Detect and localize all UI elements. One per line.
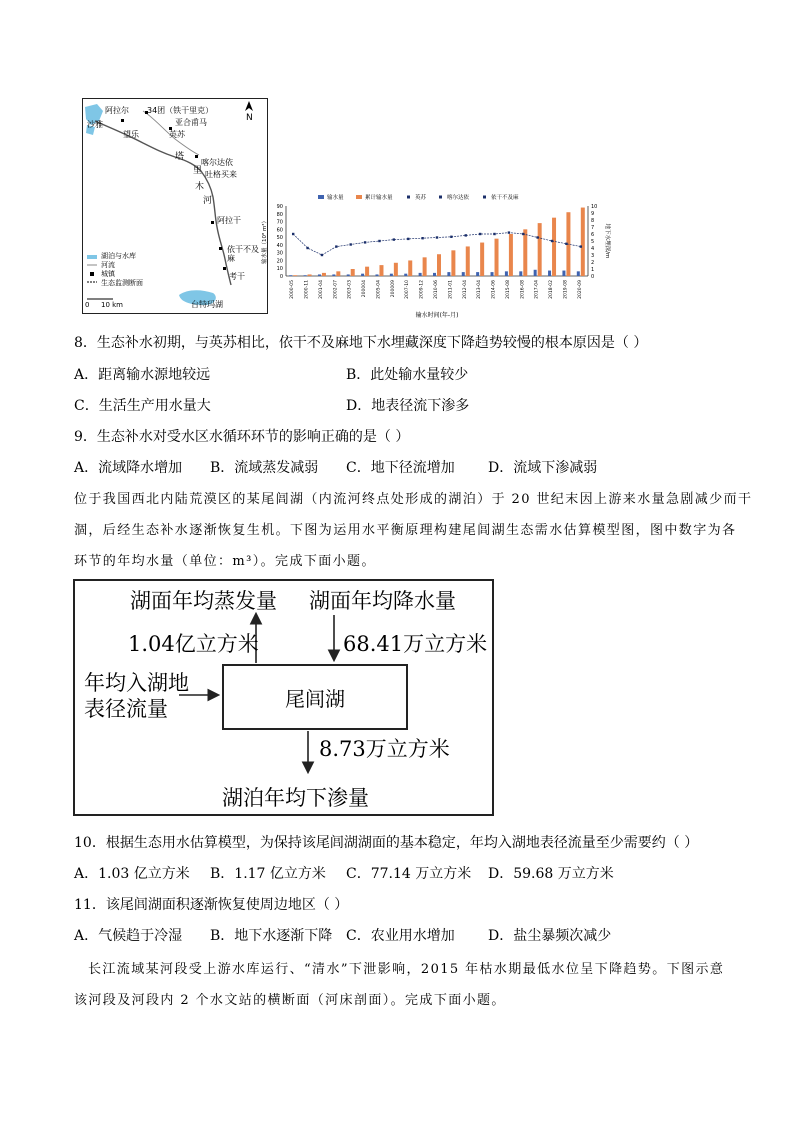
water-transfer-chart xyxy=(258,192,613,320)
bar-cumulative xyxy=(408,260,412,276)
q9-option-c[interactable]: C．地下径流增加 xyxy=(346,460,455,476)
x-tick-label: 2000-05 xyxy=(290,280,296,299)
river-map-figure xyxy=(82,98,268,314)
bar-transfer xyxy=(505,271,508,276)
q11-option-c[interactable]: C．农业用水增加 xyxy=(346,928,455,944)
bar-cumulative xyxy=(495,239,499,276)
y2-tick-label: 0 xyxy=(591,274,595,280)
question-11-stem: 11．该尾闾湖面积逐渐恢复使周边地区（ ） xyxy=(74,897,349,913)
intro-paragraph-line: 长江流域某河段受上游水库运行、“清水”下泄影响，2015 年枯水期最低水位呈下降趋势。下图示意 xyxy=(88,962,725,977)
y-tick-label: 50 xyxy=(276,235,283,242)
bar-cumulative xyxy=(322,273,326,276)
q9-option-a[interactable]: A．流域降水增加 xyxy=(74,460,183,476)
x-tick-label: 2014-06 xyxy=(491,280,497,299)
bar-transfer xyxy=(462,272,465,276)
town-marker xyxy=(195,155,198,158)
q10-option-c[interactable]: C．77.14 万立方米 xyxy=(346,866,472,882)
bar-transfer xyxy=(375,274,378,276)
legend-swatch xyxy=(356,195,362,199)
x-tick-label: 2005-04 xyxy=(376,280,382,299)
y2-tick-label: 2 xyxy=(591,260,595,266)
intro-paragraph-line: 环节的年均水量（单位：m³）。完成下面小题。 xyxy=(74,554,376,569)
lake-node xyxy=(222,664,408,730)
evaporation-label: 湖面年均蒸发量 xyxy=(130,589,277,613)
town-marker xyxy=(219,247,222,250)
x-tick-label: 2000-11 xyxy=(304,280,310,299)
bar-transfer xyxy=(304,275,307,276)
bar-cumulative xyxy=(365,267,369,276)
y2-tick-label: 5 xyxy=(591,239,595,245)
town-marker xyxy=(211,221,214,224)
legend-town-swatch xyxy=(90,272,94,276)
x-tick-label: 2007-10 xyxy=(405,280,411,299)
q10-option-d[interactable]: D．59.68 万立方米 xyxy=(488,866,614,882)
map-label: N xyxy=(246,113,253,123)
map-label: 沙雅 xyxy=(87,120,103,129)
q11-option-b[interactable]: B．地下水逐渐下降 xyxy=(210,928,333,944)
x-tick-label: 2015-08 xyxy=(505,280,511,299)
bar-transfer xyxy=(289,275,292,276)
bar-cumulative xyxy=(581,208,585,276)
map-label: 依干不及麻 xyxy=(227,245,259,263)
inflow-label-line2: 表径流量 xyxy=(84,697,168,721)
legend-label: 累计输水量 xyxy=(365,195,393,201)
map-label: 英苏 xyxy=(169,130,185,139)
x-tick-label: 2011-01 xyxy=(448,280,454,299)
bar-cumulative xyxy=(509,234,513,276)
x-tick-label: 2018-02 xyxy=(549,280,555,299)
scale-label: 0 xyxy=(85,301,90,309)
seepage-label: 湖泊年均下渗量 xyxy=(222,786,369,810)
map-label: 吐格买来 xyxy=(205,170,237,179)
y-tick-label: 80 xyxy=(276,211,283,218)
y-tick-label: 70 xyxy=(276,219,283,226)
map-label: 台特玛湖 xyxy=(191,300,223,309)
bar-transfer xyxy=(519,271,522,276)
bar-transfer xyxy=(447,272,450,276)
map-label: 考干 xyxy=(229,272,245,281)
y2-tick-label: 10 xyxy=(591,204,598,210)
bar-transfer xyxy=(562,271,565,276)
series-line-yingsu xyxy=(293,233,581,255)
legend-label: 河流 xyxy=(101,261,115,269)
x-tick-label: 2001-04 xyxy=(318,280,324,299)
q10-option-b[interactable]: B．1.17 亿立方米 xyxy=(210,866,326,882)
x-tick-label: 2016-08 xyxy=(520,280,526,299)
x-tick-label: 2017-04 xyxy=(534,280,540,299)
x-tick-label: 2013-04 xyxy=(477,280,483,299)
map-label: 望乐 xyxy=(123,130,139,139)
lake-node-label: 尾闾湖 xyxy=(285,686,345,711)
q8-option-c[interactable]: C．生活生产用水量大 xyxy=(74,398,211,414)
q8-option-a[interactable]: A．距离输水源地较远 xyxy=(74,367,211,383)
north-arrow-icon xyxy=(245,101,253,111)
legend-label: 输水量 xyxy=(327,195,344,201)
bar-transfer xyxy=(433,273,436,276)
intro-paragraph-line: 位于我国西北内陆荒漠区的某尾闾湖（内流河终点处形成的湖泊）于 20 世纪末因上游来水量急剧减少而干 xyxy=(74,492,753,507)
bar-cumulative xyxy=(538,223,542,276)
map-label: 喀尔达依 xyxy=(201,158,233,167)
river-name-char: 塔 xyxy=(175,152,185,162)
town-marker xyxy=(121,119,124,122)
q9-option-d[interactable]: D．流域下渗减弱 xyxy=(488,460,598,476)
legend-lake-swatch xyxy=(87,255,97,259)
scale-label: 10 km xyxy=(101,301,124,309)
bar-cumulative xyxy=(423,257,427,276)
bar-cumulative xyxy=(552,218,556,276)
question-9-stem: 9．生态补水对受水区水循环环节的影响正确的是（ ） xyxy=(74,429,410,445)
y-tick-label: 40 xyxy=(276,242,283,249)
q9-option-b[interactable]: B．流域蒸发减弱 xyxy=(210,460,319,476)
bar-transfer xyxy=(404,274,407,276)
precipitation-value: 68.41万立方米 xyxy=(343,632,488,656)
legend-swatch xyxy=(407,196,410,199)
bar-transfer xyxy=(548,271,551,276)
x-tick-label: 2003-03 xyxy=(347,280,353,299)
map-label: 阿拉尔 xyxy=(105,106,129,115)
map-label: 34团（铁干里克） xyxy=(147,106,214,115)
river-name-char: 河 xyxy=(203,196,213,206)
bar-cumulative xyxy=(351,269,355,276)
q11-option-a[interactable]: A．气候趋于冷湿 xyxy=(74,928,183,944)
legend-swatch xyxy=(439,196,442,199)
bar-cumulative xyxy=(466,246,470,276)
bar-transfer xyxy=(419,273,422,276)
x-tick-label: 2019-08 xyxy=(563,280,569,299)
bar-transfer xyxy=(476,272,479,276)
bar-cumulative xyxy=(308,274,312,276)
y2-tick-label: 6 xyxy=(591,232,595,238)
bar-cumulative xyxy=(293,275,297,276)
y-tick-label: 0 xyxy=(279,274,283,280)
town-marker xyxy=(223,267,226,270)
y2-tick-label: 1 xyxy=(591,267,595,273)
bar-transfer xyxy=(318,274,321,276)
legend-label: 喀尔达依 xyxy=(447,195,470,201)
legend-label: 城镇 xyxy=(101,270,115,278)
y2-axis-label: 地下水埋深/m xyxy=(604,223,610,259)
bar-cumulative xyxy=(336,271,340,276)
bar-cumulative xyxy=(523,229,527,276)
q8-option-b[interactable]: B．此处输水量较少 xyxy=(346,367,469,383)
map-label: 亚合甫马 xyxy=(175,118,207,127)
legend-label: 湖泊与水库 xyxy=(101,252,136,260)
legend-label: 依干不及麻 xyxy=(491,195,519,201)
bar-transfer xyxy=(534,270,537,276)
question-8-stem: 8．生态补水初期，与英苏相比，依干不及麻地下水埋藏深度下降趋势较慢的根本原因是（ ） xyxy=(74,335,648,351)
q8-option-d[interactable]: D．地表径流下渗多 xyxy=(346,398,470,414)
river-name-char: 木 xyxy=(195,182,205,192)
bar-transfer xyxy=(491,272,494,276)
x-tick-label: 200009 xyxy=(390,280,396,298)
y2-tick-label: 3 xyxy=(591,253,595,259)
x-tick-label: 2012-04 xyxy=(462,280,468,299)
bar-cumulative xyxy=(379,265,383,276)
y-tick-label: 90 xyxy=(276,204,283,210)
legend-label: 英苏 xyxy=(415,195,427,201)
y-tick-label: 20 xyxy=(276,258,283,265)
x-tick-label: 2010-06 xyxy=(434,280,439,299)
y2-tick-label: 9 xyxy=(591,211,595,217)
question-10-stem: 10．根据生态用水估算模型，为保持该尾闾湖湖面的基本稳定，年均入湖地表径流量至少需要约（ ） xyxy=(74,835,699,851)
bar-transfer xyxy=(347,274,350,276)
x-tick-label: 2020-09 xyxy=(577,280,583,299)
bar-cumulative xyxy=(451,250,455,276)
x-tick-label: 2002-07 xyxy=(333,280,339,299)
y2-tick-label: 7 xyxy=(591,225,595,231)
y2-tick-label: 4 xyxy=(591,246,595,252)
river-name-char: 里 xyxy=(193,166,203,176)
y-axis-label: 输水量（10⁸ m³） xyxy=(262,217,268,265)
x-tick-label: 200004 xyxy=(362,280,368,298)
map-label: 阿拉干 xyxy=(217,216,241,225)
legend-label: 生态监测断面 xyxy=(101,279,143,287)
bar-transfer xyxy=(361,274,364,276)
intro-paragraph-line: 涸，后经生态补水逐渐恢复生机。下图为运用水平衡原理构建尾闾湖生态需水估算模型图，图中数字为各 xyxy=(74,523,737,538)
bar-cumulative xyxy=(437,254,441,276)
bar-cumulative xyxy=(480,243,484,276)
y-tick-label: 60 xyxy=(276,227,283,234)
seepage-value: 8.73万立方米 xyxy=(319,737,450,761)
bar-transfer xyxy=(390,274,393,276)
y-tick-label: 10 xyxy=(276,266,283,273)
chart-svg xyxy=(258,192,613,320)
bar-transfer xyxy=(577,271,580,276)
legend-swatch xyxy=(318,195,324,199)
x-axis-label: 输水时间(年-月) xyxy=(415,312,459,319)
q11-option-d[interactable]: D．盐尘暴频次减少 xyxy=(488,928,612,944)
inflow-label-line1: 年均入湖地 xyxy=(84,671,189,695)
y2-tick-label: 8 xyxy=(591,218,595,224)
bar-transfer xyxy=(332,274,335,276)
evaporation-value: 1.04亿立方米 xyxy=(128,632,259,656)
x-tick-label: 2009-12 xyxy=(419,280,425,299)
intro-paragraph-line: 该河段及河段内 2 个水文站的横断面（河床剖面）。完成下面小题。 xyxy=(74,993,506,1008)
bar-cumulative xyxy=(394,263,398,276)
precipitation-label: 湖面年均降水量 xyxy=(309,589,456,613)
q10-option-a[interactable]: A．1.03 亿立方米 xyxy=(74,866,190,882)
legend-swatch xyxy=(483,196,486,199)
y-tick-label: 30 xyxy=(276,250,283,257)
